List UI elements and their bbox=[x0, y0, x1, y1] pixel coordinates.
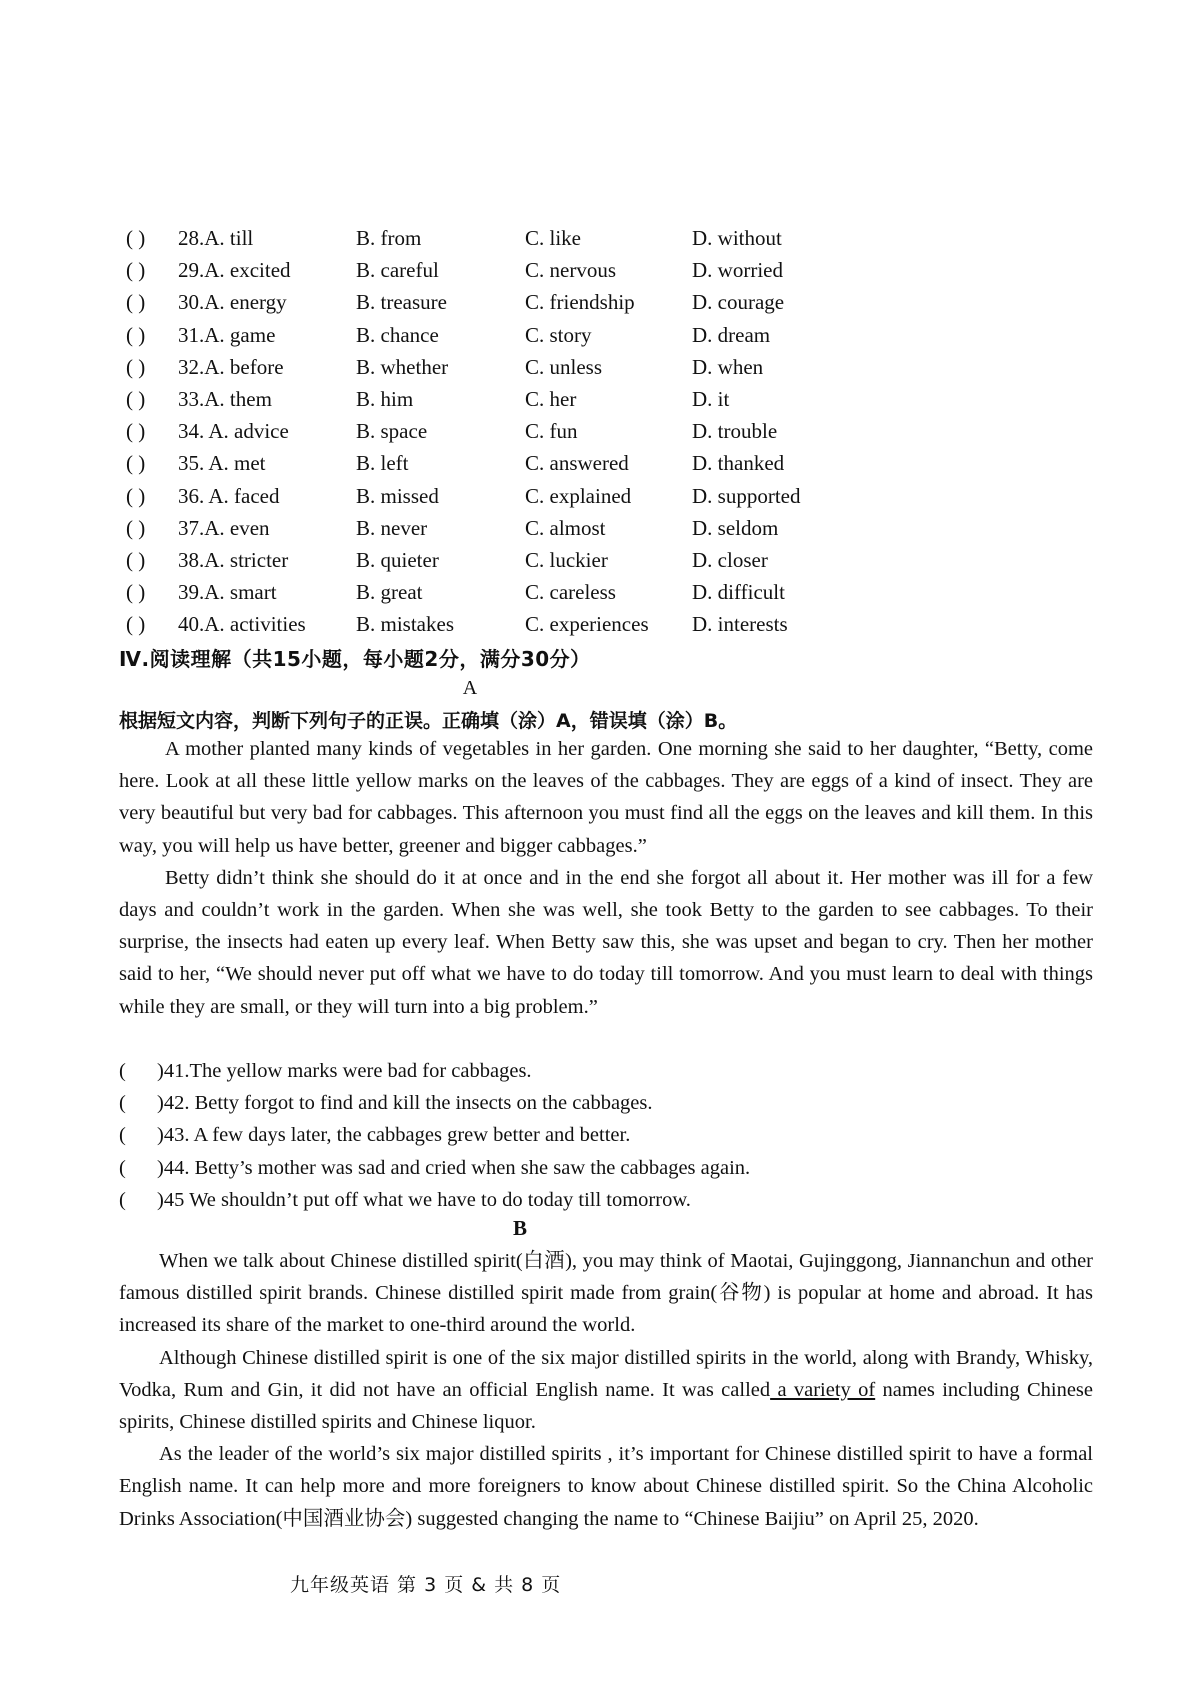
part-b-label: B bbox=[512, 1216, 527, 1240]
question-text: )42. Betty forgot to find and kill the insects on the cabbages. bbox=[157, 1092, 653, 1115]
option-d: D. it bbox=[692, 386, 730, 411]
option-a: 36. A. faced bbox=[178, 483, 280, 508]
option-c: C. nervous bbox=[525, 258, 616, 283]
option-c: C. explained bbox=[525, 483, 632, 508]
answer-bracket: ( bbox=[119, 1124, 126, 1147]
option-a: 38.A. stricter bbox=[178, 547, 289, 572]
choice-row bbox=[126, 415, 826, 447]
choice-row bbox=[126, 286, 826, 318]
answer-bracket: ( bbox=[119, 1092, 126, 1115]
choice-row bbox=[126, 576, 826, 608]
option-a: 35. A. met bbox=[178, 451, 266, 476]
option-b: B. chance bbox=[356, 322, 439, 347]
choice-row bbox=[126, 351, 826, 383]
question-text: )44. Betty’s mother was sad and cried when she saw the cabbages again. bbox=[157, 1156, 751, 1179]
option-c: C. luckier bbox=[525, 547, 608, 572]
choice-row bbox=[126, 222, 826, 254]
option-b: B. whether bbox=[356, 354, 449, 379]
option-b: B. from bbox=[356, 226, 422, 250]
answer-bracket: ( ) bbox=[126, 322, 146, 347]
option-c: C. unless bbox=[525, 354, 603, 379]
answer-bracket: ( bbox=[119, 1060, 126, 1082]
option-a: 40.A. activities bbox=[178, 612, 306, 637]
option-d: D. trouble bbox=[692, 419, 778, 444]
option-d: D. supported bbox=[692, 483, 801, 508]
section-title-reading: Ⅳ.阅读理解（共15小题，每小题2分，满分30分） bbox=[119, 647, 591, 671]
option-c: C. friendship bbox=[525, 290, 635, 315]
option-a: 34. A. advice bbox=[178, 419, 289, 444]
option-c: C. experiences bbox=[525, 612, 649, 637]
option-d: D. courage bbox=[692, 290, 785, 315]
page-footer: 九年级英语 第 3 页 & 共 8 页 bbox=[290, 1574, 562, 1596]
answer-bracket: ( ) bbox=[126, 258, 146, 283]
answer-bracket: ( ) bbox=[126, 226, 146, 250]
answer-bracket: ( bbox=[119, 1156, 126, 1179]
option-a: 31.A. game bbox=[178, 322, 276, 347]
answer-bracket: ( ) bbox=[126, 354, 146, 379]
option-a: 30.A. energy bbox=[178, 290, 287, 315]
multiple-choice-options bbox=[126, 222, 826, 640]
option-b: B. great bbox=[356, 580, 423, 605]
option-d: D. closer bbox=[692, 547, 768, 572]
option-d: D. worried bbox=[692, 258, 783, 283]
choice-row bbox=[126, 383, 826, 415]
answer-bracket: ( ) bbox=[126, 386, 146, 411]
question-item bbox=[119, 1055, 1019, 1087]
option-c: C. fun bbox=[525, 419, 578, 444]
passage-a-paragraph: A mother planted many kinds of vegetables in her garden. One morning she said to her daughter, “Betty, come here. Look at all these little yellow marks on the leaves of the cabbages. They are eggs of a kind of insect. They are very beautiful but very bad for cabbages. This afternoon you must find all the eggs on the leaves and kill them. In this way, you will help us have better, greener and bigger cabbages.” bbox=[119, 738, 1093, 857]
option-d: D. when bbox=[692, 354, 764, 379]
option-a: 33.A. them bbox=[178, 386, 272, 411]
passage-b bbox=[119, 1245, 1093, 1535]
choice-row bbox=[126, 512, 826, 544]
question-text: )41.The yellow marks were bad for cabbages. bbox=[157, 1060, 532, 1082]
choice-row bbox=[126, 254, 826, 286]
choice-row bbox=[126, 608, 826, 640]
answer-bracket: ( ) bbox=[126, 290, 146, 315]
option-d: D. thanked bbox=[692, 451, 785, 476]
answer-bracket: ( ) bbox=[126, 515, 146, 540]
passage-b-paragraph: As the leader of the world’s six major distilled spirits , it’s important for Chinese distilled spirit to have a formal English name. It can help more and more foreigners to know about Chinese distilled spirit. So the China Alcoholic Drinks Association(中国酒业协会) suggested changing the name to “Chinese Baijiu” on April 25, 2020. bbox=[119, 1443, 1093, 1530]
passage-a bbox=[119, 733, 1093, 1023]
option-a: 28.A. till bbox=[178, 226, 254, 250]
option-c: C. like bbox=[525, 226, 581, 250]
option-b: B. missed bbox=[356, 483, 439, 508]
answer-bracket: ( ) bbox=[126, 612, 146, 637]
question-item bbox=[119, 1184, 1019, 1216]
option-b: B. space bbox=[356, 419, 428, 444]
option-b: B. mistakes bbox=[356, 612, 454, 637]
option-a: 29.A. excited bbox=[178, 258, 291, 283]
option-b: B. treasure bbox=[356, 290, 447, 315]
option-b: B. never bbox=[356, 515, 428, 540]
option-d: D. interests bbox=[692, 612, 788, 637]
option-c: C. her bbox=[525, 386, 577, 411]
option-c: C. careless bbox=[525, 580, 616, 605]
question-item bbox=[119, 1087, 1019, 1119]
passage-b-text: Although Chinese distilled spirit is one of the six major distilled spirits in the world, along with Brandy, Whisky, Vodka, Rum and Gin, it did not have an official English name. It was called bbox=[119, 1346, 1093, 1401]
option-c: C. almost bbox=[525, 515, 606, 540]
answer-bracket: ( ) bbox=[126, 483, 146, 508]
passage-a-paragraph: Betty didn’t think she should do it at once and in the end she forgot all about it. Her mother was ill for a few days and couldn’t work in the garden. When she was well, she took Betty to the garden to see cabbages. To their surprise, the insects had eaten up every leaf. When Betty saw this, she was upset and began to cry. Then her mother said to her, “We should never put off what we have to do today till tomorrow. And you must learn to deal with things while they are small, or they will turn into a big problem.” bbox=[119, 866, 1093, 1018]
option-b: B. left bbox=[356, 451, 409, 476]
option-c: C. story bbox=[525, 322, 592, 347]
option-b: B. him bbox=[356, 386, 414, 411]
question-item bbox=[119, 1152, 1019, 1184]
option-d: D. seldom bbox=[692, 515, 779, 540]
passage-b-paragraph: When we talk about Chinese distilled spirit(白酒), you may think of Maotai, Gujinggong, Jiannanchun and other famous distilled spirit brands. Chinese distilled spirit made from grain(谷物) is popular at home and abroad. It has increased its share of the market to one-third around the world. bbox=[119, 1250, 1093, 1337]
instruction-text: 根据短文内容，判断下列句子的正误。正确填（涂）A，错误填（涂）B。 bbox=[119, 710, 738, 732]
answer-bracket: ( ) bbox=[126, 580, 146, 605]
option-a: 32.A. before bbox=[178, 354, 284, 379]
choice-row bbox=[126, 447, 826, 479]
choice-row bbox=[126, 319, 826, 351]
question-text: )43. A few days later, the cabbages grew better and better. bbox=[157, 1124, 631, 1147]
question-text: )45 We shouldn’t put off what we have to do today till tomorrow. bbox=[157, 1188, 691, 1211]
true-false-questions bbox=[119, 1055, 1019, 1216]
passage-b-paragraph bbox=[119, 1342, 1093, 1439]
option-c: C. answered bbox=[525, 451, 629, 476]
answer-bracket: ( bbox=[119, 1188, 126, 1211]
answer-bracket: ( ) bbox=[126, 547, 146, 572]
part-a-label: A bbox=[462, 677, 478, 699]
answer-bracket: ( ) bbox=[126, 451, 146, 476]
answer-bracket: ( ) bbox=[126, 419, 146, 444]
option-a: 37.A. even bbox=[178, 515, 270, 540]
option-b: B. careful bbox=[356, 258, 439, 283]
underlined-phrase: a variety of bbox=[770, 1378, 876, 1401]
choice-row bbox=[126, 480, 826, 512]
option-a: 39.A. smart bbox=[178, 580, 277, 605]
option-b: B. quieter bbox=[356, 547, 439, 572]
option-d: D. difficult bbox=[692, 580, 785, 605]
passage-b-text: names including Chinese spirits, Chinese distilled spirits and Chinese liquor. bbox=[119, 1378, 1093, 1434]
choice-row bbox=[126, 544, 826, 576]
option-d: D. dream bbox=[692, 322, 771, 347]
option-d: D. without bbox=[692, 226, 782, 250]
question-item bbox=[119, 1119, 1019, 1151]
